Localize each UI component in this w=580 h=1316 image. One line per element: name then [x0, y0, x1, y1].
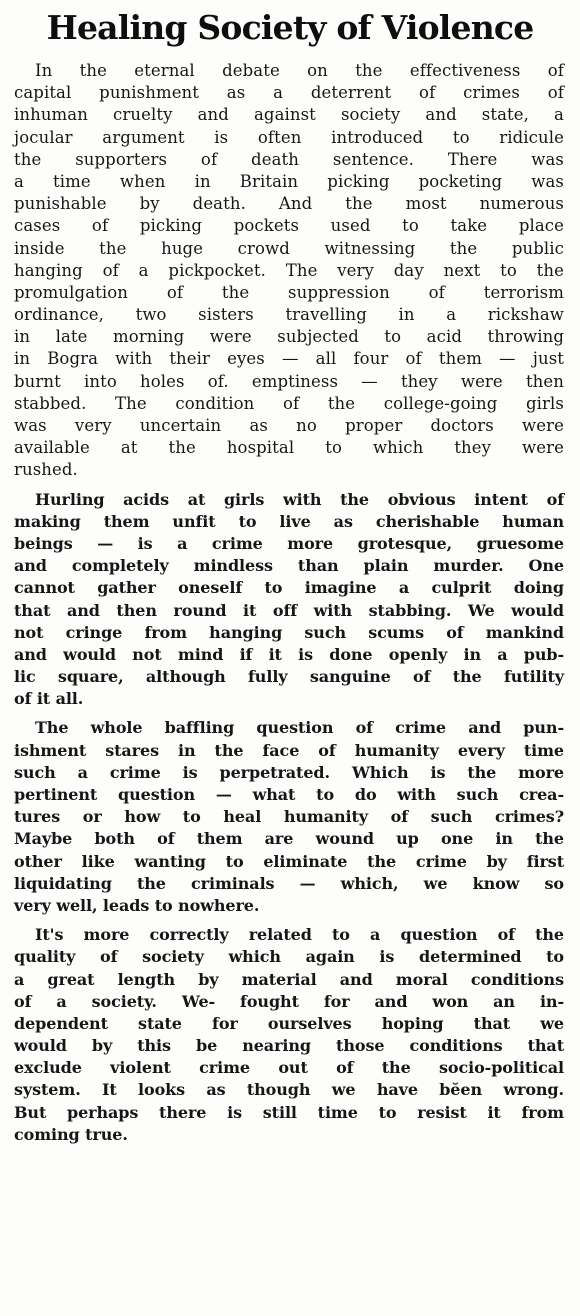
article-paragraph [14, 60, 564, 482]
article-line: a great length by material and moral conditions [14, 969, 564, 989]
article-line: stabbed. The condition of the college-going girls [14, 393, 564, 413]
article-line: cases of picking pockets used to take place [14, 216, 564, 236]
article-line: hanging of a pickpocket. The very day next to the [14, 260, 564, 280]
article-line: inhuman cruelty and against society and state, a [14, 105, 564, 125]
article-line: rushed. [14, 460, 78, 480]
article-line: beings — is a crime more grotesque, gruesome [14, 533, 564, 553]
article-line: punishable by death. And the most numerous [14, 194, 564, 214]
article-line: The whole baffling question of crime and pun- [35, 718, 564, 738]
article-line: was very uncertain as no proper doctors were [14, 416, 564, 435]
article-line: that and then round it off with stabbing. We would [14, 600, 564, 620]
article-line: ishment stares in the face of humanity every time [14, 740, 564, 760]
article-line: jocular argument is often introduced to ridicule [14, 127, 564, 147]
article-line: Maybe both of them are wound up one in the [14, 829, 564, 849]
article-paragraph [14, 489, 564, 711]
article-line: of a society. We- fought for and won an in- [14, 991, 564, 1011]
article-line: and would not mind if it is done openly in a pub- [14, 644, 564, 664]
article-line: dependent state for ourselves hoping that we [14, 1013, 564, 1033]
article-line: a time when in Britain picking pocketing was [14, 171, 564, 191]
article-paragraph [14, 924, 564, 1146]
article-line: lic square, although fully sanguine of the futility [14, 667, 564, 687]
article-line: capital punishment as a deterrent of crimes of [14, 83, 564, 103]
article-line: But perhaps there is still time to resist it from [14, 1102, 564, 1122]
article-line: tures or how to heal humanity of such crimes? [14, 807, 564, 827]
article-line: in late morning were subjected to acid throwing [14, 327, 564, 347]
article-line: pertinent question — what to do with such crea- [14, 785, 564, 804]
article-line: in Bogra with their eyes — all four of them — just [14, 349, 564, 369]
article-line: system. It looks as though we have bĕen wrong. [14, 1080, 564, 1100]
article-line: Hurling acids at girls with the obvious intent of [35, 489, 564, 509]
article-body [14, 60, 564, 1153]
article-line: quality of society which again is determined to [14, 947, 564, 967]
article-line: inside the huge crowd witnessing the public [14, 238, 564, 258]
article-line: promulgation of the suppression of terrorism [14, 282, 564, 302]
article-line: such a crime is perpetrated. Which is the more [14, 762, 564, 782]
article-line: exclude violent crime out of the socio-political [14, 1058, 564, 1078]
article-line: and completely mindless than plain murder. One [14, 556, 564, 576]
article-line: of it all. [14, 689, 84, 709]
article-line: It's more correctly related to a question of the [35, 925, 564, 945]
article-line: other like wanting to eliminate the crime by first [14, 851, 564, 871]
article-line: In the eternal debate on the effectiveness of [35, 61, 564, 80]
article-line: available at the hospital to which they were [14, 438, 564, 458]
article-headline: Healing Society of Violence [46, 8, 534, 47]
article-line: would by this be nearing those conditions that [14, 1036, 564, 1056]
article-line: burnt into holes of. emptiness — they were then [14, 371, 564, 391]
article-line: not cringe from hanging such scums of mankind [14, 622, 564, 642]
article-line: the supporters of death sentence. There was [14, 149, 564, 169]
article-line: cannot gather oneself to imagine a culprit doing [14, 578, 564, 598]
article-line: making them unfit to live as cherishable human [14, 511, 564, 531]
article-line: liquidating the criminals — which, we know so [14, 873, 564, 893]
article-paragraph [14, 717, 564, 917]
article-line: ordinance, two sisters travelling in a rickshaw [14, 305, 564, 325]
article-line: coming true. [14, 1124, 128, 1144]
article-line: very well, leads to nowhere. [14, 895, 260, 915]
